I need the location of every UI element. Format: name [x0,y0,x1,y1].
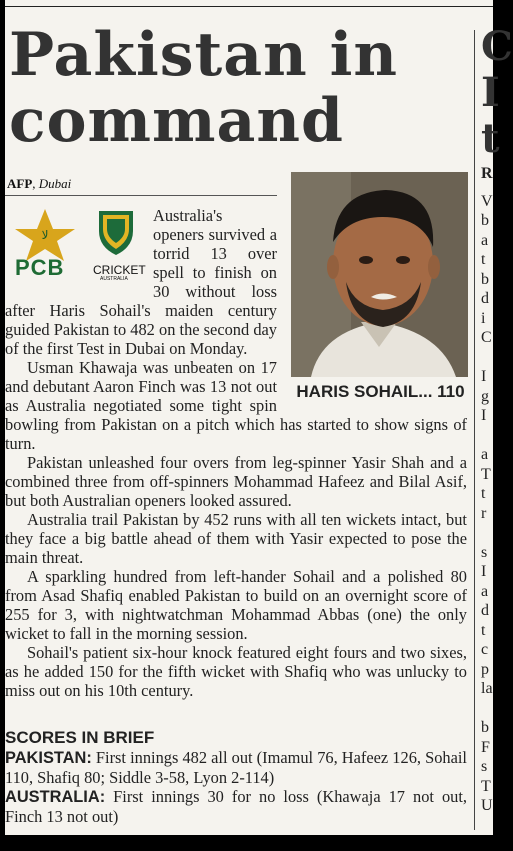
next-text-line [481,348,511,368]
article-paragraph: Sohail's patient six-hour knock featured eight fours and two sixes, as he added 150 for the fifth wicket with Shafiq who was unlucky to miss out on his 10th century. [5,643,467,700]
next-text-line: I [481,563,487,580]
next-text-line: C [481,329,492,346]
next-text-line: T [481,465,491,483]
logo-float-spacer [5,206,153,286]
next-text-line: la [481,680,493,697]
next-text-line: r [481,504,487,522]
score-text: First innings 482 all out (Imamul 76, Hafeez 126, Sohail 110, Shafiq 80; Siddle 3-58, Lyon 2-114) [5,748,467,787]
next-text-line: a [481,231,489,249]
next-text-line: g [481,387,489,405]
next-text-line: b [481,270,489,288]
next-text-line: c [481,641,489,658]
next-text-line: a [481,446,489,463]
next-headline-letter: C [481,23,513,70]
next-text-line: b [481,212,489,229]
cricket-sub-text: AUSTRALIA [100,276,128,282]
next-text-line: i [481,309,486,327]
next-text-line: d [481,290,489,307]
next-text-line: F [481,738,490,756]
score-team: PAKISTAN: [5,749,92,767]
next-text-line: T [481,777,491,795]
next-text-line [481,699,511,719]
next-text-line: t [481,485,486,502]
article-paragraph: Australia's openers survived a torrid 13 over spell to finish on 30 without loss after Haris Sohail's maiden century guided Pakistan to 482 on the second day of the first Test in Dubai on Monday. [5,206,277,358]
newspaper-page [5,0,513,835]
next-text-line: V [481,192,493,210]
byline: AFP, Dubai [7,176,72,191]
scores-in-brief [5,728,467,826]
scores-heading: SCORES IN BRIEF [5,728,155,747]
photo-float-spacer [277,206,467,412]
article-body [5,206,467,700]
byline-rule [5,195,277,196]
next-text-line [481,523,511,543]
score-line [5,748,467,787]
byline-agency: AFP [7,176,33,191]
headline-text: Pakistan in command [9,20,399,156]
next-text-line: b [481,719,489,736]
top-rule [5,6,493,7]
pcb-text: PCB [15,255,65,280]
next-text-line: s [481,543,488,561]
next-text-line [481,426,511,446]
photo-caption: HARIS SOHAIL... 110 [296,382,465,401]
column-divider [474,30,475,830]
score-text: First innings 30 for no loss (Khawaja 17 not out, Finch 13 not out) [5,787,467,826]
next-text-line: s [481,758,488,775]
score-team: AUSTRALIA: [5,788,106,806]
headline [9,22,493,154]
article-paragraph: A sparkling hundred from left-hander Sohail and a polished 80 from Asad Shafiq enabled Pakistan to build on an overnight score of 255 for 3, with nightwatchman Mohammad Abbas (one) the only wicket to fall in the morning session. [5,567,467,643]
article-paragraph: Usman Khawaja was unbeaten on 17 and debutant Aaron Finch was 13 not out as Australia negotiated some tight spin bowling from Pakistan on a pitch which has started to show signs of turn. [5,358,467,453]
next-text-line: p [481,660,489,678]
next-text-line: a [481,582,489,600]
next-headline-letter: I [481,69,500,116]
next-text-line: t [481,251,486,268]
cricket-text: CRICKET [93,263,146,277]
byline-place: Dubai [38,176,72,191]
score-line [5,787,467,826]
next-column-fragment [481,0,511,835]
svg-text:ﻻ: ﻻ [41,228,49,242]
next-text-line: t [481,621,486,639]
next-headline-letter: t [481,115,500,162]
next-byline: R [481,165,493,182]
next-text [481,192,511,816]
article-paragraph: Pakistan unleashed four overs from leg-spinner Yasir Shah and a combined three from off-spinners Mohammad Hafeez and Bilal Asif, but both Australian openers looked assured. [5,453,467,510]
next-text-line: I [481,368,487,385]
next-text-line: d [481,602,489,619]
article-paragraph: Australia trail Pakistan by 452 runs with all ten wickets intact, but they face a big battle ahead of them with Yasir expected to pose the main threat. [5,510,467,567]
next-text-line: U [481,797,493,814]
next-text-line: I [481,407,487,424]
next-headline [481,24,511,162]
